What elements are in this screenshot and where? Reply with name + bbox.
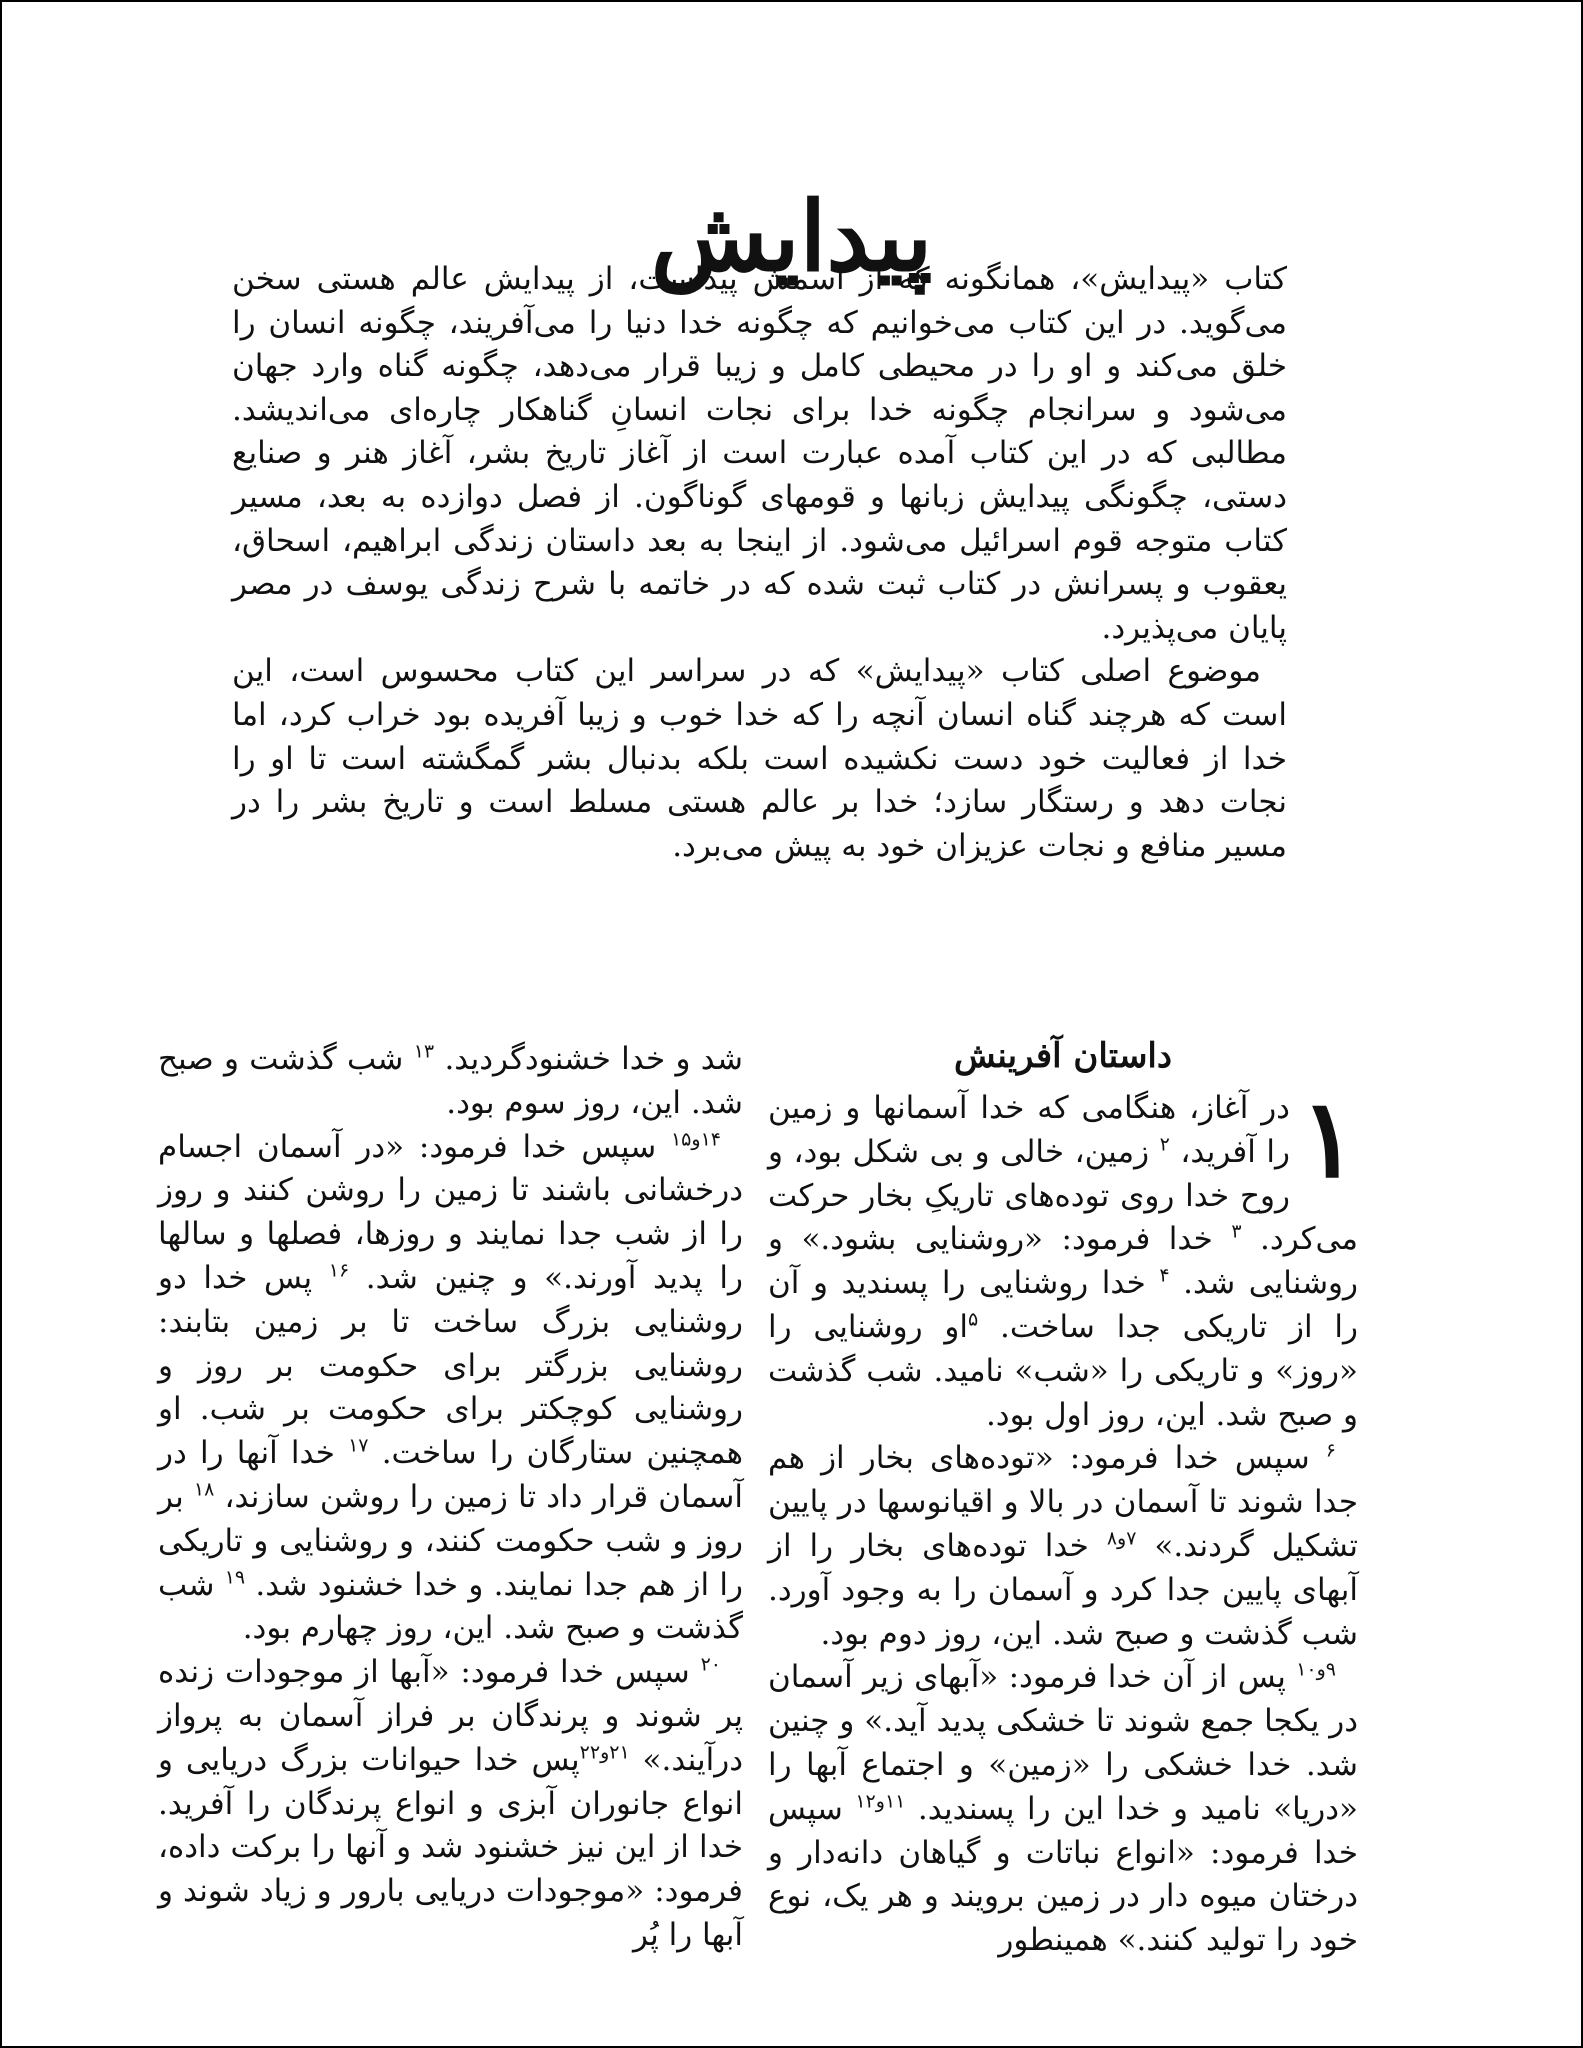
book-title: پیدایش: [650, 180, 933, 294]
verse-number: ۶: [1325, 1440, 1336, 1463]
verse-number: ۱۱و۱۲: [855, 1790, 906, 1813]
verse-paragraph: [768, 1437, 1358, 1656]
verse-paragraph: [158, 1126, 743, 1652]
verse-number: ۳: [1231, 1221, 1242, 1244]
intro-paragraph-2: موضوع اصلی کتاب «پیدایش» که در سراسر این کتاب محسوس است، این است که هرچند گناه انسان آنچه را که خدا خوب و زیبا آفریده بود خراب کرد، اما خدا از فعالیت خود دست نکشیده است بلکه بدنبال بشر گمگشته است تا او را نجات دهد و رستگار سازد؛ خدا بر عالم هستی مسلط است و تاریخ بشر را در مسیر منافع و نجات عزیزان خود به پیش می‌برد.: [232, 653, 1287, 864]
right-column: [768, 1025, 1358, 1963]
two-column-text: [158, 1025, 1358, 2025]
section-heading: داستان آفرینش: [953, 1036, 1173, 1076]
verse-number: ۱۸: [193, 1478, 215, 1501]
verse-text: شد و خدا خشنودگردید.: [434, 1041, 744, 1077]
verse-number: ۱۳: [413, 1040, 435, 1063]
book-introduction: [232, 258, 1287, 868]
verse-number: ۹و۱۰: [1296, 1659, 1336, 1682]
verse-text: خدا آنها را در آسمان قرار داد تا زمین را روشن سازند،: [158, 1435, 743, 1515]
intro-paragraph-1: کتاب «پیدایش»، همانگونه که از اسمش پیداست، از پیدایش عالم هستی سخن می‌گوید. در این کتاب می‌خوانیم که چگونه خدا دنیا را می‌آفریند، چگونه انسان را خلق می‌کند و او را در محیطی کامل و زیبا قرار می‌دهد، چگونه گناه وارد جهان می‌شود و سرانجام چگونه خدا برای نجات انسانِ گناهکار چاره‌ای می‌اندیشد. مطالبی که در این کتاب آمده عبارت است از آغاز تاریخ بشر، آغاز هنر و صنایع دستی، چگونگی پیدایش زبانها و قومهای گوناگون. از فصل دوازده به بعد، مسیر کتاب متوجه قوم اسرائیل می‌شود. از اینجا به بعد داستان زندگی ابراهیم، اسحاق، یعقوب و پسرانش در کتاب ثبت شده که در خاتمه با شرح زندگی یوسف در مصر پایان می‌پذیرد.: [232, 261, 1287, 646]
verse-paragraph: [768, 1656, 1358, 1963]
verse-text: پس خدا حیوانات بزرگ دریایی و انواع جانوران آبزی و انواع پرندگان را آفرید. خدا از این نیز خشنود شد و آنها را برکت داده، فرمود: «موجودات دریایی بارور و زیاد شوند و آبها را پُر: [158, 1741, 743, 1953]
verse-text: پس خدا دو روشنایی بزرگ ساخت تا بر زمین بتابند: روشنایی بزرگتر برای حکومت بر روز و روشنایی کوچکتر برای حکومت بر شب. او همچنین ستارگان را ساخت.: [158, 1259, 743, 1472]
verse-text: سپس خدا فرمود: «آبها از موجودات زنده پر شوند و پرندگان بر فراز آسمان به پرواز درآیند.»: [158, 1654, 743, 1778]
verse-text: خدا توده‌های بخار را از آبهای پایین جدا کرد و آسمان را به وجود آورد. شب گذشت و صبح شد. این، روز دوم بود.: [768, 1527, 1358, 1652]
verse-paragraph: [158, 1038, 743, 1126]
verse-text: شب گذشت و صبح شد. این، روز سوم بود.: [158, 1041, 743, 1121]
left-column: [158, 1038, 743, 1958]
verse-text: در آغاز، هنگامی که خدا آسمانها و زمین را آفرید،: [768, 1090, 1290, 1170]
verse-number: ۵: [967, 1308, 979, 1331]
verse-number: ۲۱و۲۲: [579, 1741, 630, 1764]
verse-number: ۷و۸: [1106, 1527, 1137, 1550]
verse-text: خدا فرمود: «روشنایی بشود.» و روشنایی شد.: [768, 1221, 1358, 1302]
verse-number: ۱۴و۱۵: [670, 1128, 721, 1151]
verse-paragraph: [158, 1651, 743, 1958]
verse-number: ۱۷: [348, 1434, 369, 1457]
verse-number: ۴: [1159, 1264, 1170, 1287]
verse-text: خدا روشنایی را پسندید و آن را از تاریکی جدا ساخت.: [768, 1265, 1358, 1345]
verse-text: سپس خدا فرمود: «در آسمان اجسام درخشانی باشند تا زمین را روشن کنند و روز را از شب جدا نمایند و روزها، فصلها و سالها را پدید آورند.» و چنین شد.: [158, 1128, 743, 1296]
verse-paragraph: [768, 1076, 1358, 1437]
verse-text: سپس خدا فرمود: «توده‌های بخار از هم جدا شوند تا آسمان در بالا و اقیانوسها در پایین تشکیل گردند.»: [768, 1440, 1358, 1564]
verse-number: ۲: [1159, 1133, 1170, 1156]
chapter-number: ۱: [1299, 1076, 1358, 1202]
verse-text: زمین، خالی و بی شکل بود، و روح خدا روی توده‌های تاریکِ بخار حرکت می‌کرد.: [768, 1133, 1358, 1258]
verse-text: سپس خدا فرمود: «انواع نباتات و گیاهان دانه‌دار و درختان میوه دار در زمین برویند و هر یک، نوع خود را تولید کنند.» همینطور: [768, 1790, 1358, 1959]
verse-number: ۱۶: [328, 1259, 350, 1282]
verse-text: او روشنایی را «روز» و تاریکی را «شب» نامید. شب گذشت و صبح شد. این، روز اول بود.: [768, 1308, 1358, 1433]
verse-number: ۱۹: [224, 1566, 246, 1589]
verse-number: ۲۰: [700, 1653, 721, 1676]
verse-text: پس از آن خدا فرمود: «آبهای زیر آسمان در یکجا جمع شوند تا خشکی پدید آید.» و چنین شد. خدا خشکی را «زمین» و اجتماع آبها را «دریا» نامید و خدا این را پسندید.: [768, 1659, 1358, 1827]
verse-text: بر روز و شب حکومت کنند، و روشنایی و تاریکی را از هم جدا نمایند. و خدا خشنود شد.: [158, 1478, 744, 1603]
verse-text: شب گذشت و صبح شد. این، روز چهارم بود.: [158, 1566, 743, 1647]
